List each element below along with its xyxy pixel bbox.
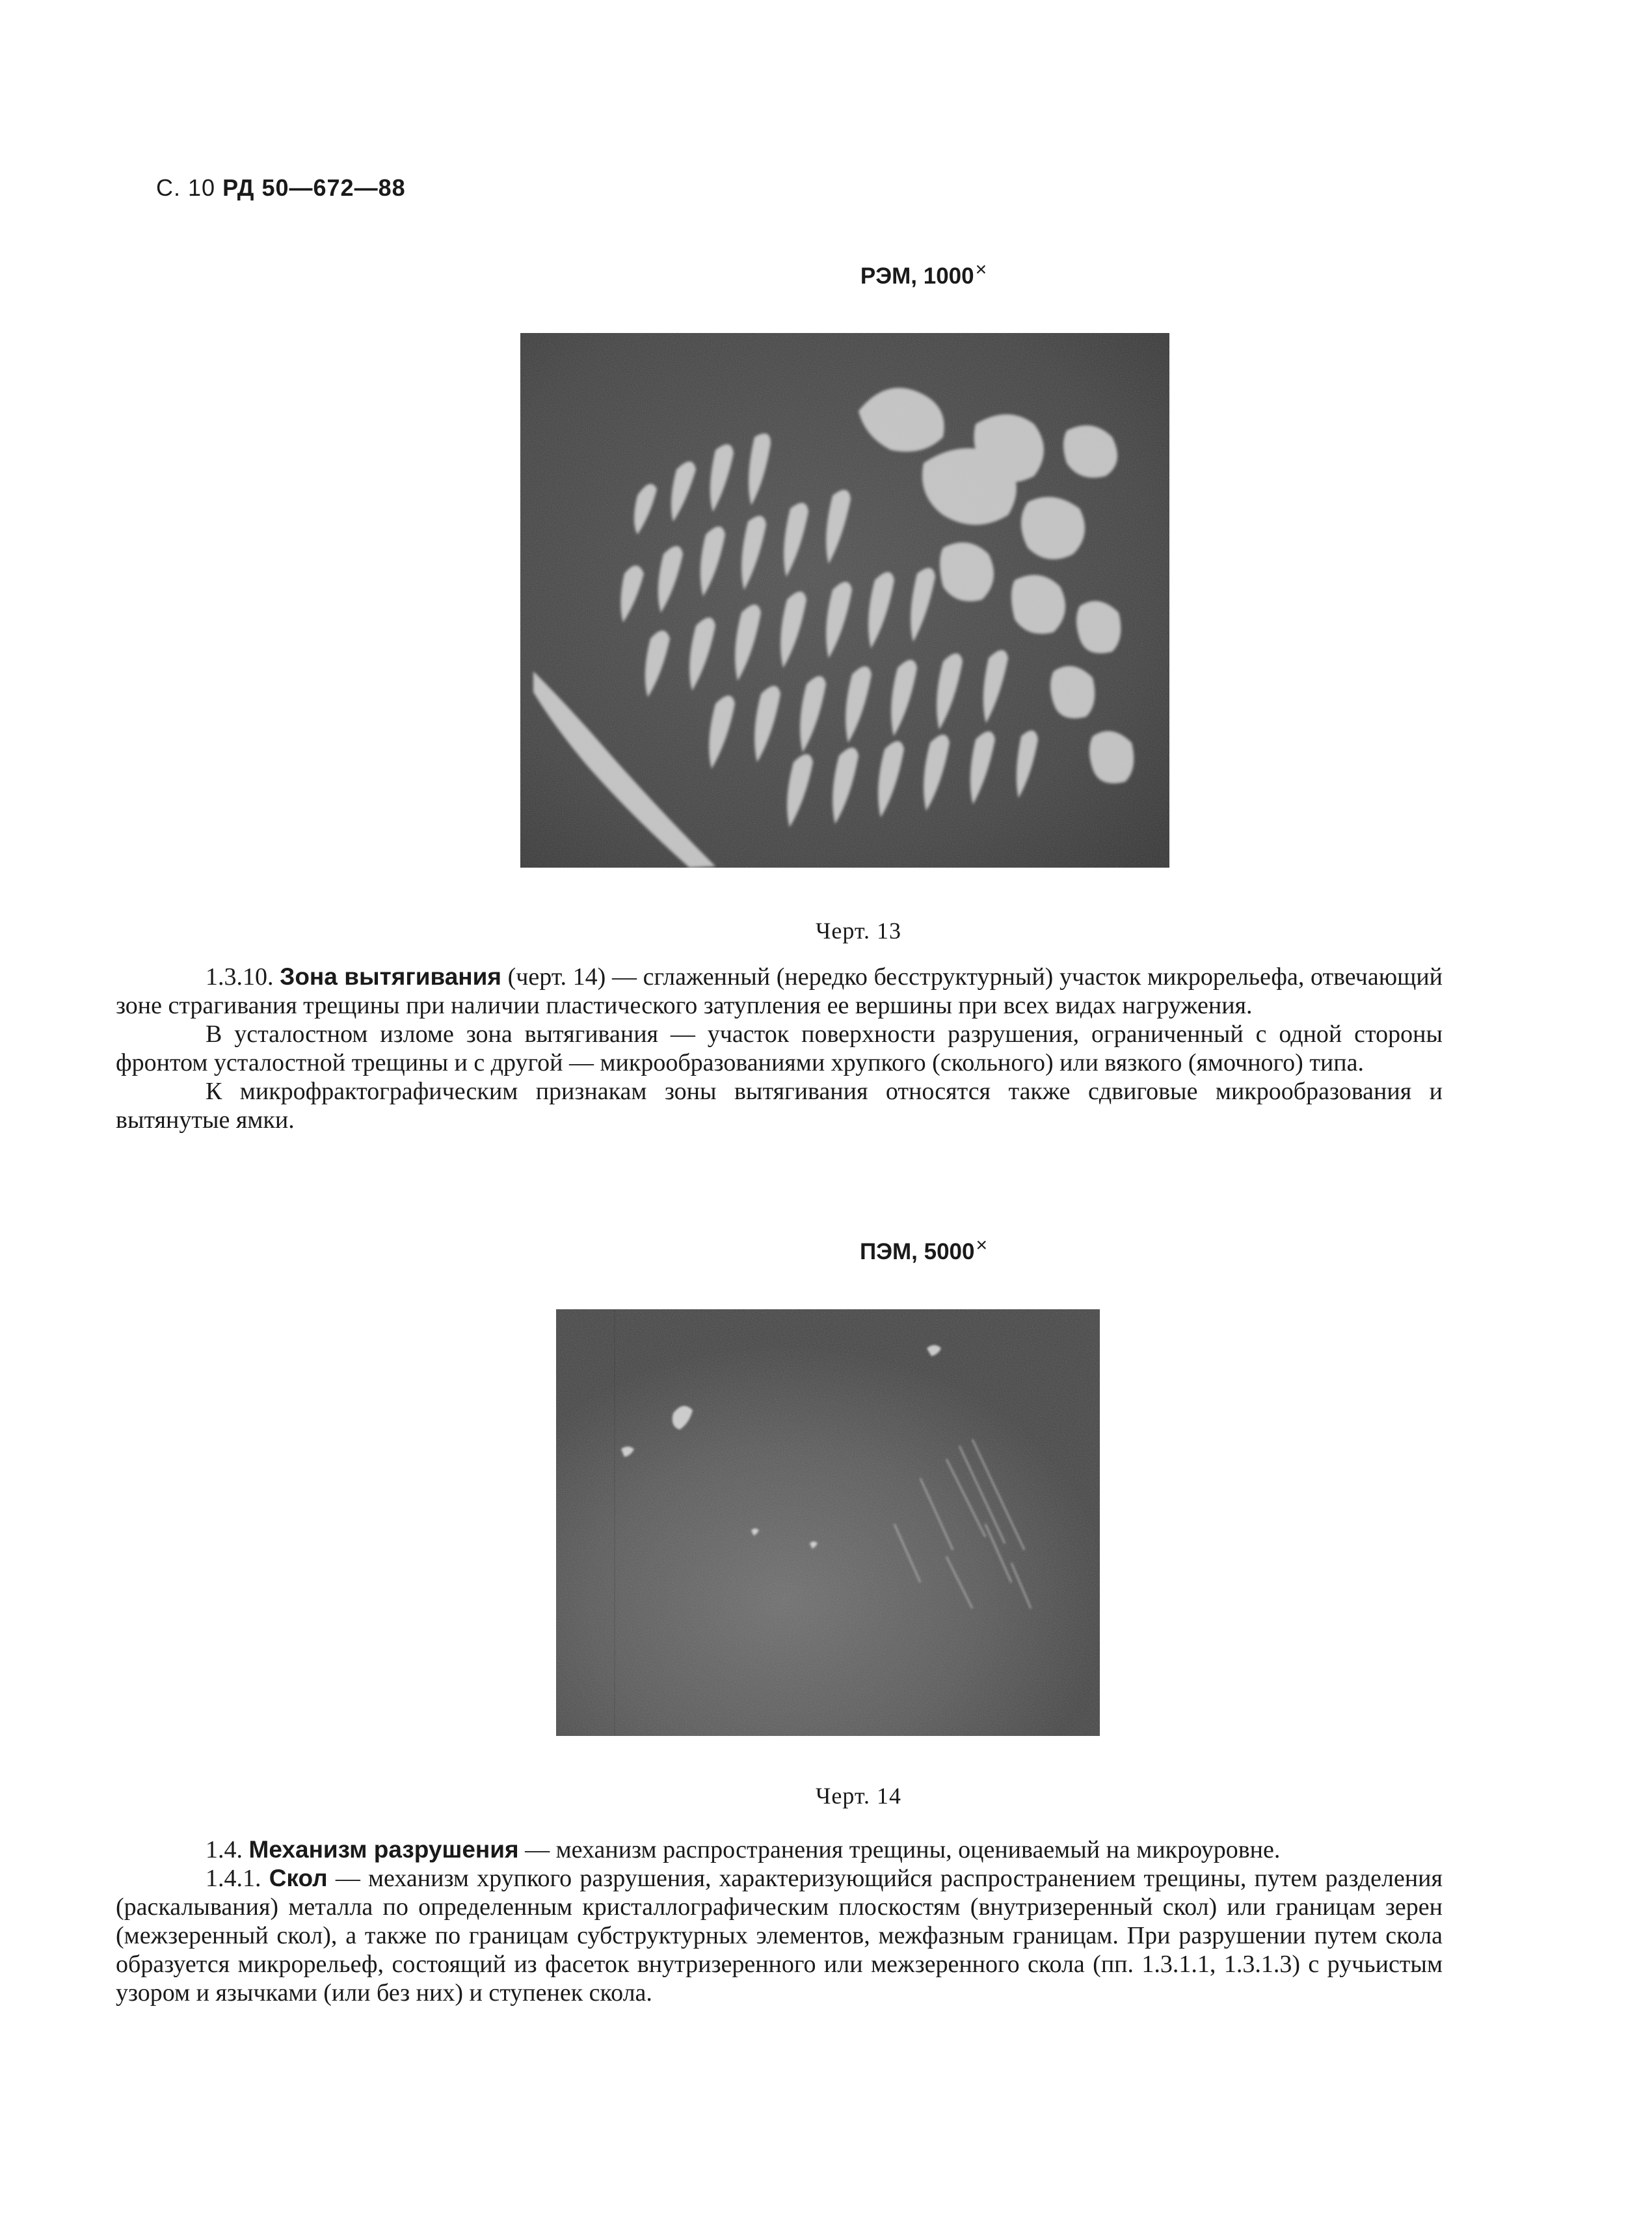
document-code: РД 50—672—88 [222, 174, 406, 201]
paragraph-fatigue-fracture: В усталостном изломе зона вытягивания — участок поверхности разрушения, ограниченный с одной стороны фронтом усталостной трещины и с другой — микрообразованиями хрупкого (скольного) или вязкого (ямочного) типа. [116, 1020, 1443, 1076]
figure-13-caption: Черт. 13 [816, 918, 901, 944]
clause-number: 1.4. [206, 1836, 243, 1863]
paragraph-fracture-mechanism [116, 1835, 1443, 1864]
section-1-3-10 [116, 963, 1443, 1134]
figure-14-title-text: ПЭМ, 5000 [859, 1239, 975, 1264]
figure-14-micrograph [556, 1309, 1100, 1736]
figure-14-caption: Черт. 14 [816, 1783, 901, 1809]
clause-number: 1.3.10. [206, 963, 274, 991]
clause-number: 1.4.1. [206, 1865, 261, 1892]
term-zone: Зона вытягивания [280, 963, 501, 990]
clause-text: — механизм распространения трещины, оцениваемый на микроуровне. [525, 1836, 1281, 1863]
paragraph-microfractographic-signs: К микрофрактографическим признакам зоны вытягивания относятся также сдвиговые микрообразования и вытянутые ямки. [116, 1078, 1443, 1134]
page-number: С. 10 [156, 174, 216, 201]
figure-14-title [696, 1234, 1151, 1265]
section-1-4 [116, 1835, 1443, 2007]
figure-13-micrograph-image [520, 333, 1169, 868]
figure-13-micrograph [520, 333, 1169, 868]
figure-13-title-text: РЭМ, 1000 [860, 263, 974, 289]
clause-text: (черт. 14) — сглаженный (нередко бесструктурный) участок микрорельефа, отвечающий зоне страгивания трещины при наличии пластического затупления ее вершины при всех видах нагружения. [116, 963, 1443, 1019]
figure-14-micrograph-image [556, 1309, 1100, 1736]
term-fracture-mechanism: Механизм разрушения [248, 1836, 519, 1863]
page-header [156, 174, 406, 202]
paragraph-cleavage [116, 1864, 1443, 2007]
figure-13-magnification-mark: × [975, 259, 987, 280]
figure-13-title [696, 259, 1151, 289]
term-cleavage: Скол [269, 1865, 328, 1891]
paragraph-zone-definition [116, 963, 1443, 1020]
clause-text: — механизм хрупкого разрушения, характеризующийся распространением трещины, путем разделения (раскалывания) металла по определенным кристаллографическим плоскостям (внутризеренный скол) или границам зерен (межзеренный скол), а также по границам субструктурных элементов, межфазным границам. При разрушении путем скола образуется микрорельеф, состоящий из фасеток внутризеренного или межзеренного скола (пп. 1.3.1.1, 1.3.1.3) с ручьистым узором и язычками (или без них) и ступенек скола. [116, 1865, 1443, 2007]
figure-14-magnification-mark: × [976, 1234, 988, 1256]
